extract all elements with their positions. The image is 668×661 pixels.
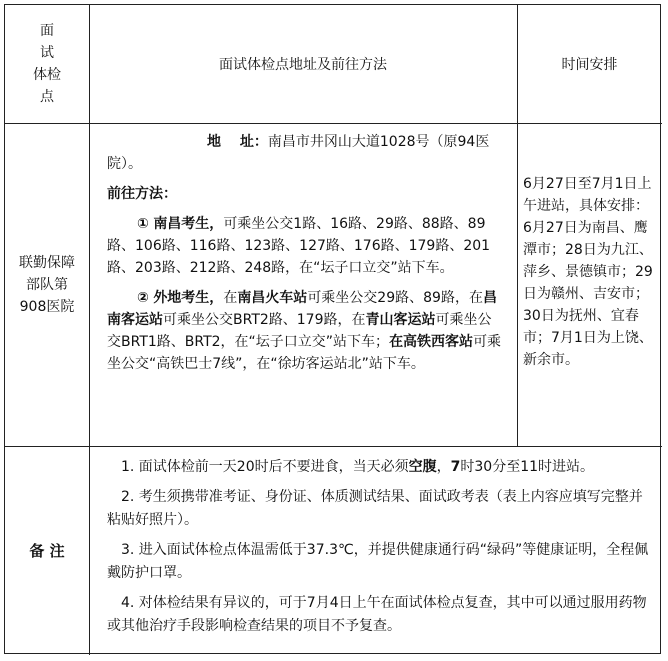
header-text: 试	[40, 45, 54, 61]
header-exam-point	[5, 5, 89, 123]
header-text: 体检	[33, 67, 61, 83]
route2-text: 在	[223, 290, 238, 306]
route1-text: 可乘坐公交1路、16路、29路、88路、89路、106路、116路、123路、127路、176路、179路、201路、203路、212路、248路，在“坛子口立交”站下车。	[107, 216, 491, 276]
org-name: 联勤保障部队第908医院	[19, 254, 75, 315]
station-name: 昌南客运站	[107, 290, 497, 328]
note-item: 4. 对体检结果有异议的，可于7月4日上午在面试体检点复查，其中可以通过服用药物或其他治疗手段影响检查结果的项目不予复查。	[107, 595, 647, 634]
station-name: 南昌火车站	[237, 290, 308, 306]
station-name: 青山客运站	[365, 312, 436, 328]
note-item: 3. 进入面试体检点体温需低于37.3℃，并提供健康通行码“绿码”等健康证明，全程佩戴防护口罩。	[107, 542, 649, 581]
header-schedule: 时间安排	[561, 57, 618, 73]
exam-info-table	[4, 4, 661, 654]
route2-num: ②	[137, 290, 149, 306]
schedule-cell: 6月27日至7月1日上午进站，具体安排：6月27日为南昌、鹰潭市；28日为九江、萍乡、景德镇市；29日为赣州、吉安市；30日为抚州、宜春市；7月1日为上饶、新余市。	[523, 176, 653, 368]
notes-label: 备 注	[29, 542, 65, 560]
header-address: 面试体检点地址及前往方法	[219, 57, 387, 73]
address-label: 地 址：	[207, 134, 268, 150]
route2-text: 可乘坐公交“高铁巴士7线”，在“徐坊客运站北”站下车。	[107, 334, 502, 372]
notes-cell	[89, 446, 662, 655]
note-item: 2. 考生须携带准考证、身份证、体质测试结果、面试政考表（表上内容应填写完整并粘贴好照片）。	[107, 489, 643, 528]
address-cell	[89, 123, 517, 446]
route1-who: 南昌考生，	[153, 216, 224, 232]
station-name: 在高铁西客站	[389, 334, 474, 350]
route1-num: ①	[137, 216, 149, 232]
route-title: 前往方法：	[107, 186, 177, 202]
route2-who: 外地考生，	[153, 290, 224, 306]
header-text: 点	[40, 89, 54, 105]
route2-text: 可乘坐公交BRT2路、179路，在	[163, 312, 366, 328]
route2-text: 可乘坐公交BRT1路、BRT2，在“坛子口立交”站下车；	[107, 312, 492, 350]
address-value: 南昌市井冈山大道1028号（原94医院）。	[107, 134, 490, 172]
note-item: 1. 面试体检前一天20时后不要进食，当天必须空腹，7时30分至11时进站。	[121, 459, 595, 475]
route2-text: 可乘坐公交29路、89路，在	[307, 290, 483, 306]
header-text: 面	[40, 23, 54, 39]
